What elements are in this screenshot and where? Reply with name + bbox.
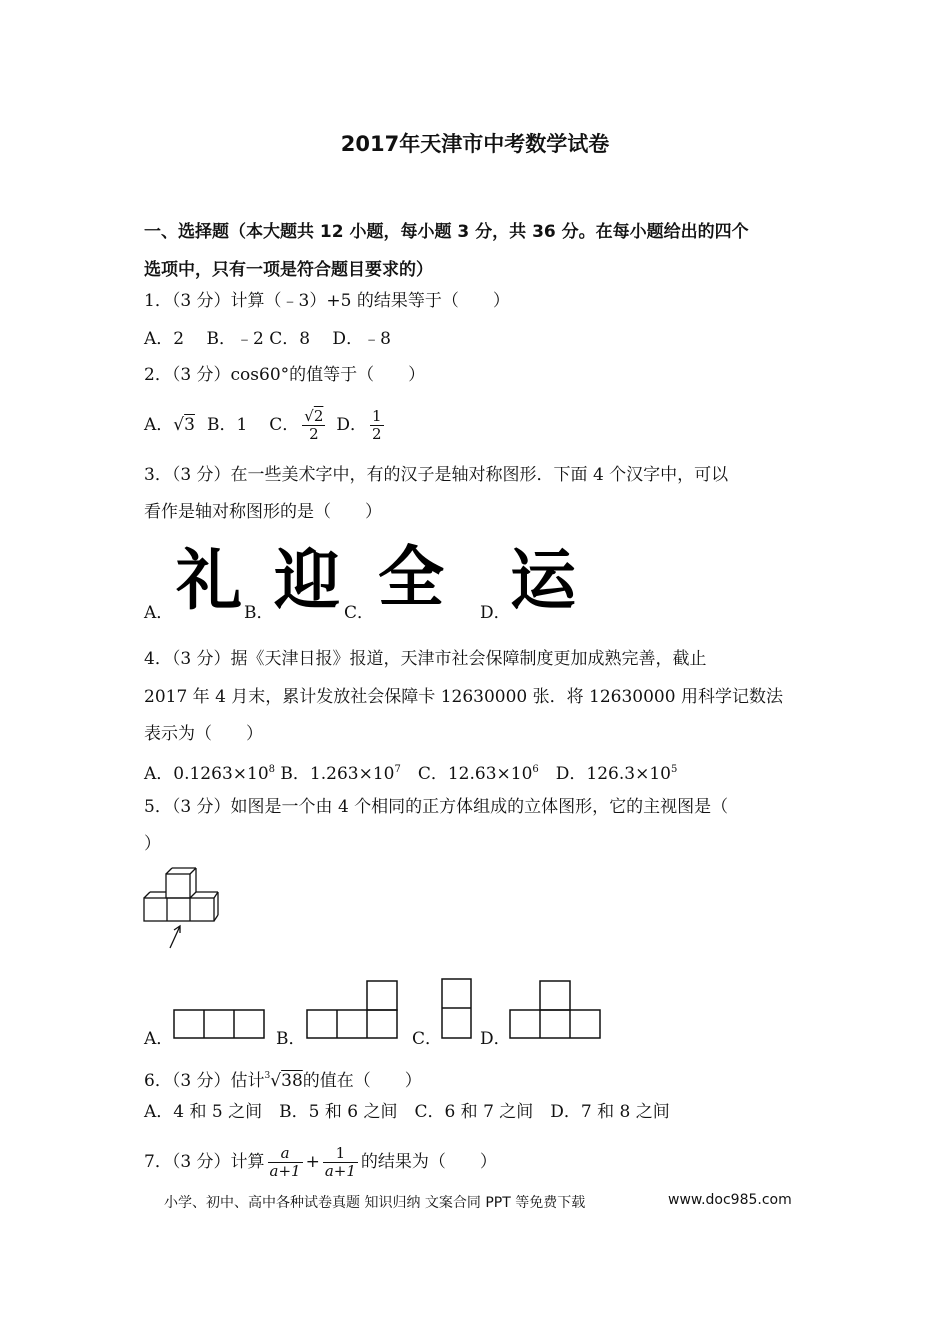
q3-option-c-char: 全	[378, 539, 444, 616]
question-4-options: A．$0.1263\times 10^8$ B．$1.263\times 10^7$ C．$12.63\times 10^6$ D．$126.3\times 10^5$	[144, 764, 678, 784]
option-d-label: D．	[336, 415, 368, 435]
q3-option-a-label: A．	[144, 603, 174, 623]
option-a-label: A．	[144, 415, 174, 435]
question-4-stem-line1: 4．（3 分）据《天津日报》报道，天津市社会保障制度更加成熟完善，截止	[144, 649, 707, 669]
question-1-stem: 1．（3 分）计算（﹣3）+5 的结果等于（ ）	[144, 291, 510, 311]
cube-root-38: $^3$√38	[264, 1071, 303, 1091]
footer-text: 小学、初中、高中各种试卷真题 知识归纳 文案合同 PPT 等免费下载	[164, 1195, 586, 1211]
option-c-fraction: $\frac{√2}{2}$	[304, 406, 324, 443]
q3-option-d-label: D．	[480, 603, 511, 623]
option-d-fraction: $\frac{1}{2}$	[372, 406, 382, 443]
question-6-options: A．4 和 5 之间 B．5 和 6 之间 C．6 和 7 之间 D．7 和 8 之间	[144, 1102, 670, 1122]
fraction-a-over-a-plus-1: $\frac{a}{a+1}$	[269, 1143, 301, 1180]
q5-option-d-figure	[508, 979, 602, 1040]
q3-option-c-label: C．	[344, 603, 375, 623]
option-b: B．1	[206, 415, 248, 435]
question-1-options: A．2 B．﹣2 C．8 D．﹣8	[144, 329, 391, 349]
question-2-options	[144, 402, 387, 448]
q3-option-a-char: 礼	[176, 542, 242, 619]
q5-option-c-figure	[440, 977, 474, 1040]
footer-website[interactable]: www.doc985.com	[668, 1192, 792, 1208]
q5-option-b-label: B．	[276, 1029, 306, 1049]
question-7-stem: 7．（3 分）计算 $\frac{a}{a+1}$ + $\frac{1}{a+1}$ 的结果为（ ）	[144, 1143, 497, 1180]
question-4-stem-line3: 表示为（ ）	[144, 724, 263, 744]
q5-option-a-label: A．	[144, 1029, 174, 1049]
q3-option-b-label: B．	[244, 603, 274, 623]
question-5-stem-line1: 5．（3 分）如图是一个由 4 个相同的正方体组成的立体图形，它的主视图是（	[144, 797, 729, 817]
q5-option-a-figure	[172, 1008, 266, 1040]
option-c-label: C．	[269, 415, 300, 435]
q5-option-c-label: C．	[412, 1029, 443, 1049]
question-5-stem-line2: ）	[144, 834, 161, 854]
cube-solid-figure	[142, 866, 222, 950]
question-4-stem-line2: 2017 年 4 月末，累计发放社会保障卡 12630000 张．将 12630000 用科学记数法	[144, 687, 783, 707]
section-heading-line2: 选项中，只有一项是符合题目要求的）	[144, 260, 433, 280]
question-2-stem: 2．（3 分）cos60°的值等于（ ）	[144, 365, 426, 385]
section-heading-line1: 一、选择题（本大题共 12 小题，每小题 3 分，共 36 分。在每小题给出的四个	[144, 222, 749, 242]
question-3-stem-line1: 3．（3 分）在一些美术字中，有的汉子是轴对称图形．下面 4 个汉字中，可以	[144, 465, 729, 485]
q5-option-d-label: D．	[480, 1029, 511, 1049]
page-title: 2017年天津市中考数学试卷	[340, 132, 610, 156]
fraction-1-over-a-plus-1: $\frac{1}{a+1}$	[324, 1143, 356, 1180]
q3-option-d-char: 运	[510, 542, 576, 619]
q5-option-b-figure	[305, 979, 399, 1040]
question-3-stem-line2: 看作是轴对称图形的是（ ）	[144, 502, 382, 522]
option-a-value: √3	[173, 415, 195, 435]
q3-option-b-char: 迎	[274, 542, 340, 619]
question-6-stem: 6．（3 分）估计$^3$√38的值在（ ）	[144, 1071, 422, 1091]
